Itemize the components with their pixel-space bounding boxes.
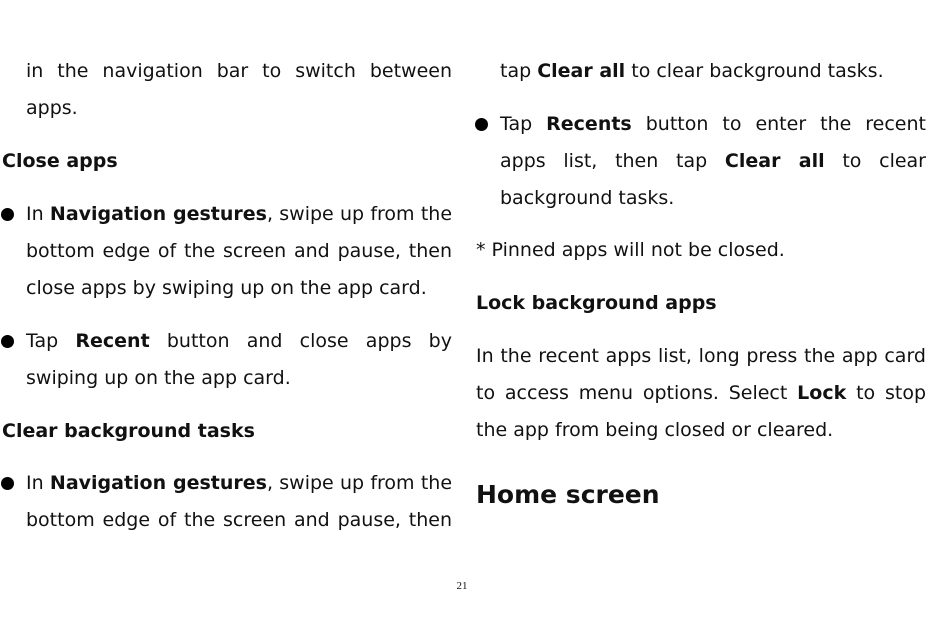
bold-term: Lock: [797, 382, 847, 404]
left-column: [0, 0, 452, 560]
bullet-text: In Navigation gestures, swipe up from the bottom edge of the screen and pause, then: [26, 472, 453, 531]
bold-term: Recents: [546, 113, 632, 135]
bullet-text: Tap Recent button and close apps by swiping up on the app card.: [26, 330, 452, 389]
bold-term: Recent: [75, 330, 150, 352]
bold-term: Navigation gestures: [49, 472, 267, 494]
continued-paragraph: tap Clear all to clear background tasks.: [500, 60, 884, 82]
bullet-icon: [1, 335, 14, 348]
continued-paragraph: in the navigation bar to switch between apps.: [26, 60, 452, 119]
lock-background-apps-heading: Lock background apps: [476, 292, 717, 314]
bold-term: Navigation gestures: [49, 203, 267, 225]
bold-term: Clear all: [724, 150, 825, 172]
lock-apps-paragraph: In the recent apps list, long press the app card to access menu options. Select Lock to stop the app from being closed or cleared.: [476, 345, 927, 441]
close-apps-heading: Close apps: [2, 150, 118, 172]
bullet-icon: [1, 477, 14, 490]
bullet-text: In Navigation gestures, swipe up from the bottom edge of the screen and pause, then close apps by swiping up on the app card.: [26, 203, 453, 299]
page-number: 21: [456, 580, 468, 592]
bullet-icon: [1, 208, 14, 221]
bullet-icon: [475, 118, 488, 131]
bold-term: Clear all: [537, 60, 626, 82]
home-screen-heading: Home screen: [476, 480, 660, 509]
clear-background-tasks-heading: Clear background tasks: [2, 420, 255, 442]
pinned-apps-note: * Pinned apps will not be closed.: [476, 239, 785, 261]
bullet-text: Tap Recents button to enter the recent apps list, then tap Clear all to clear background tasks.: [500, 113, 926, 209]
right-column: [474, 0, 926, 560]
